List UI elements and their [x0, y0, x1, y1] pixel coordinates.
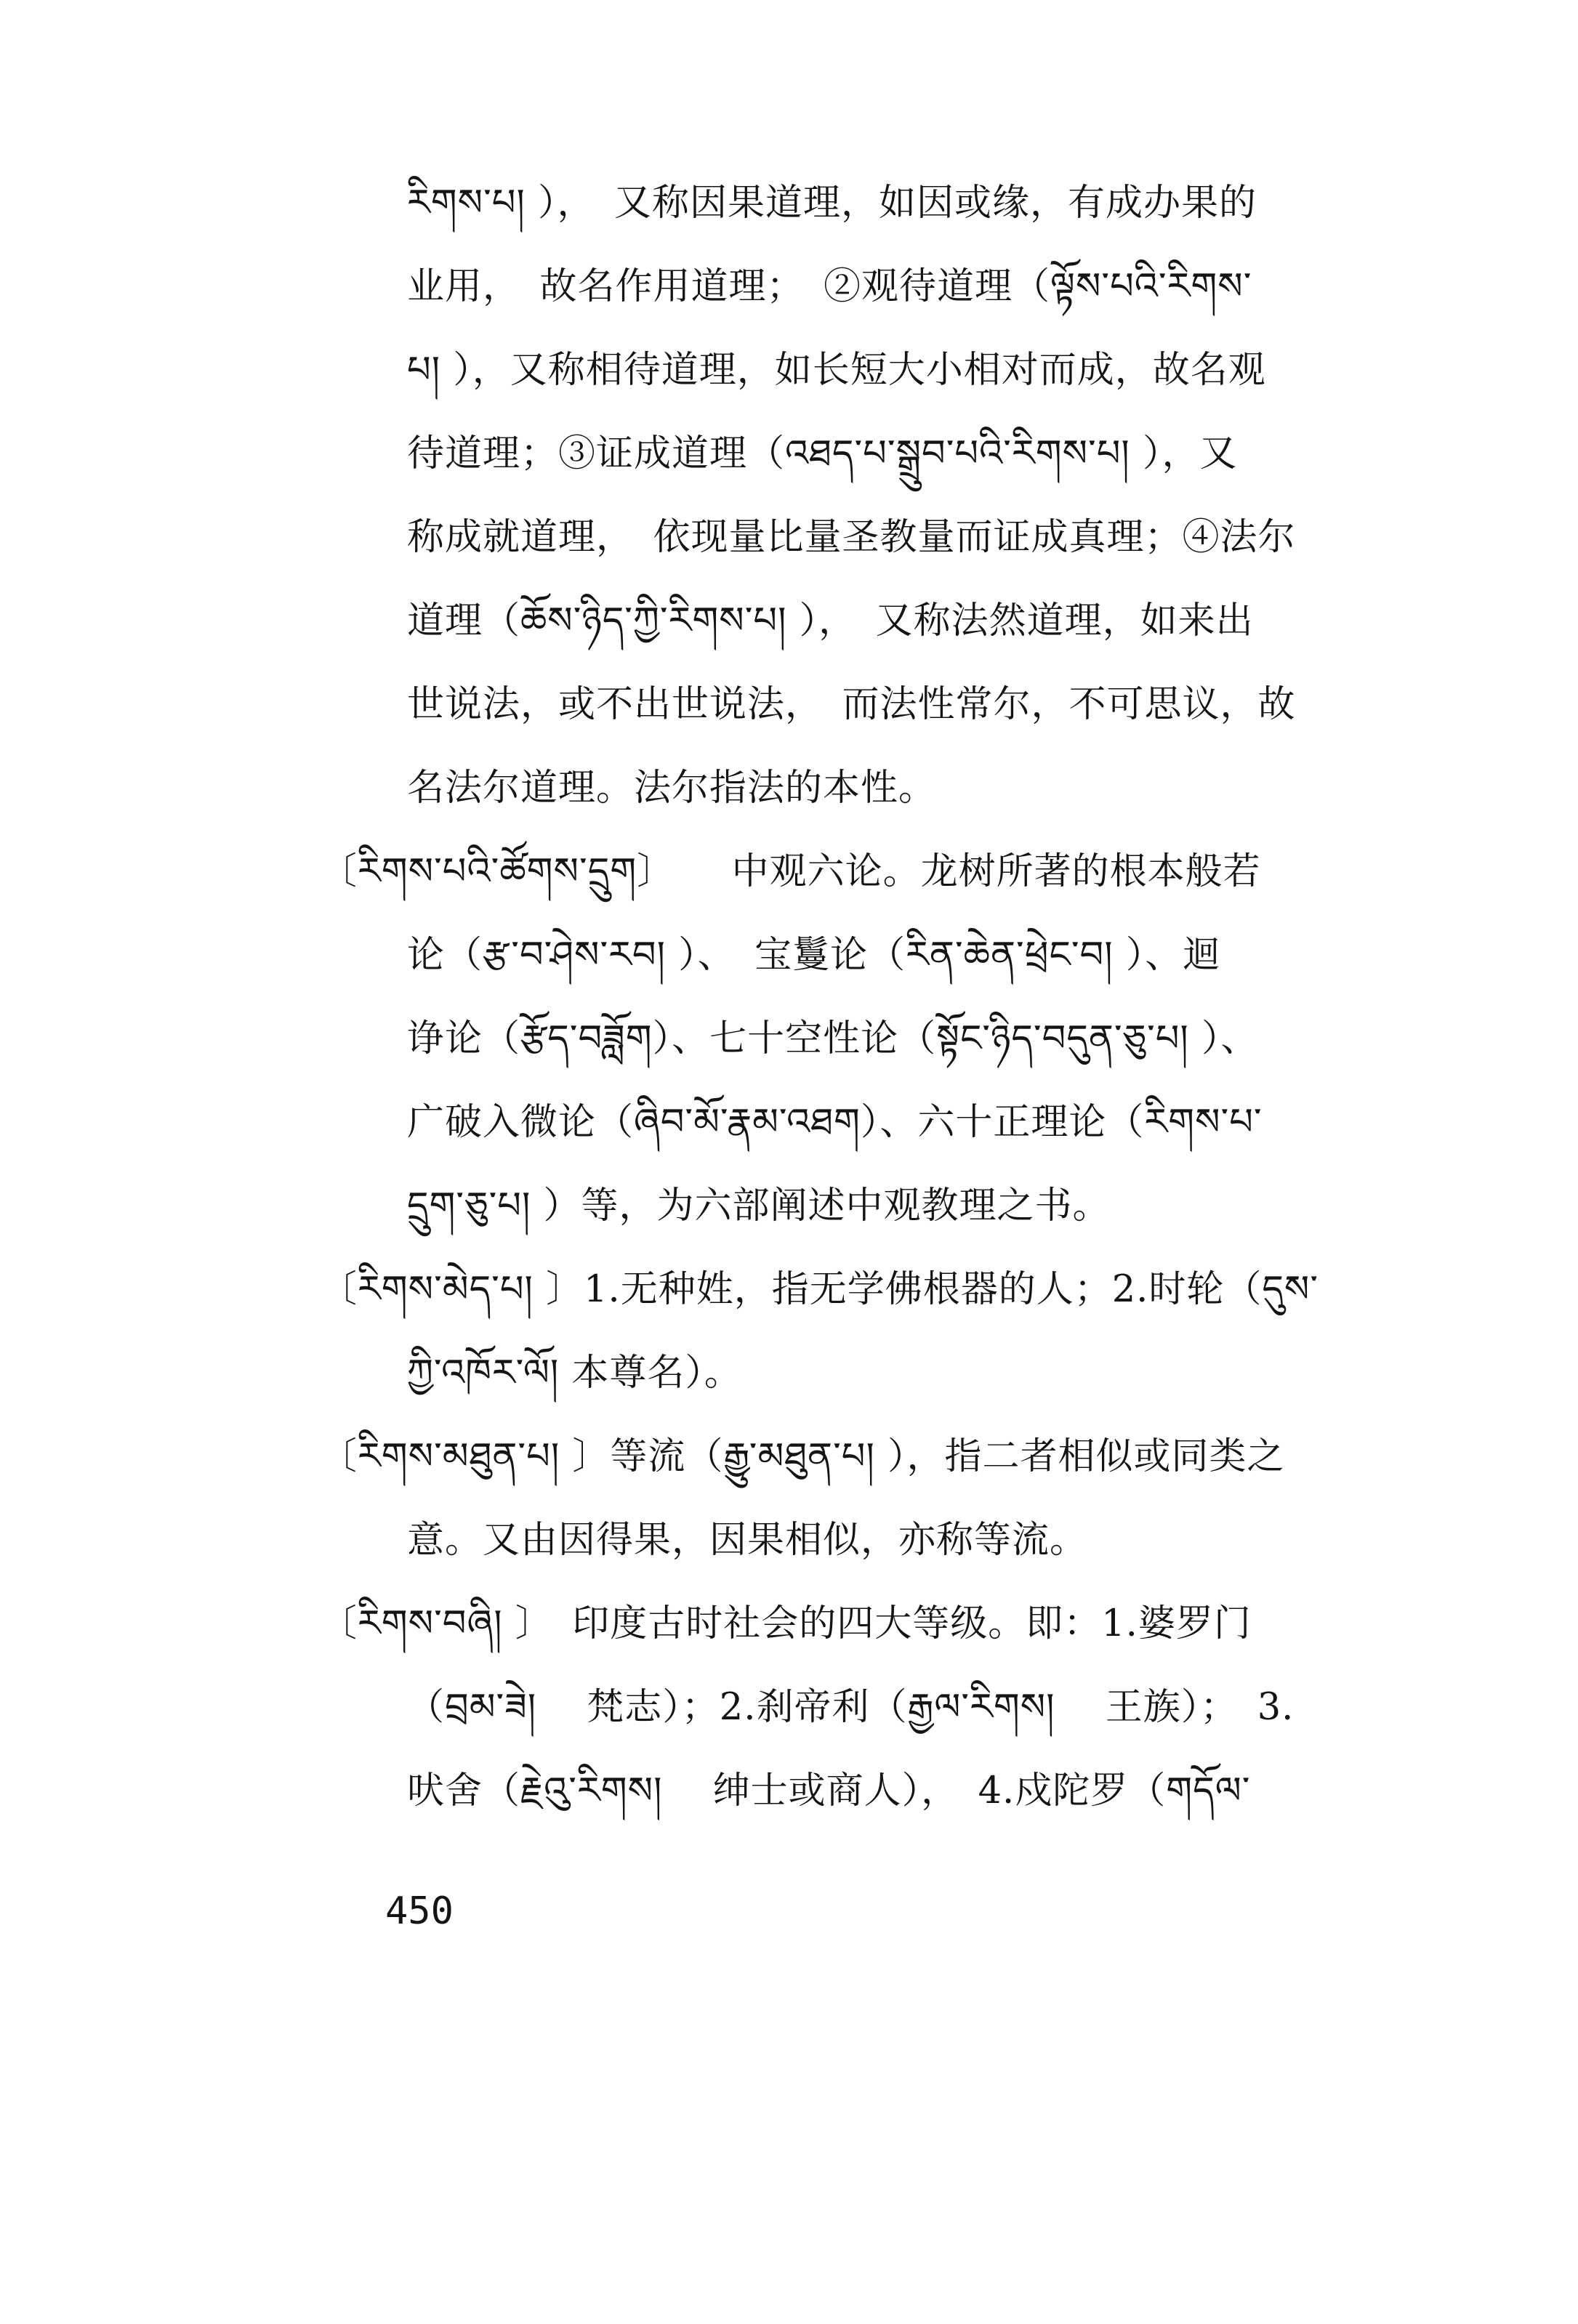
entry-headword-line: 〔རིགས་པའི་ཚོགས་དྲུག〕 中观六论。龙树所著的根本般若	[320, 850, 1261, 893]
text-line: རིགས་པ། ）， 又称因果道理，如因或缘，有成办果的	[407, 182, 1257, 225]
page-number: 450	[385, 1889, 454, 1933]
text-line: ཀྱི་འཁོར་ལོ། 本尊名）。	[407, 1352, 742, 1395]
text-line: 论（རྩ་བ་ཤེས་རབ། ）、 宝鬘论（རིན་ཆེན་ཕྲེང་བ། ）、迴	[407, 934, 1221, 977]
text-line: དྲུག་ཅུ་པ། ）等，为六部阐述中观教理之书。	[407, 1185, 1111, 1227]
text-line: 世说法，或不出世说法， 而法性常尔，不可思议，故	[407, 683, 1296, 726]
text-line: 名法尔道理。法尔指法的本性。	[407, 767, 937, 810]
entry-headword-line: 〔རིགས་མེད་པ། 〕1.无种姓，指无学佛根器的人；2.时轮（དུས་	[320, 1268, 1319, 1311]
text-line: པ། ），又称相待道理，如长短大小相对而成，故名观	[407, 349, 1266, 392]
text-line: 待道理；③证成道理（འཐད་པ་སྒྲུབ་པའི་རིགས་པ། ），又	[407, 432, 1238, 475]
text-line: 广破入微论（ཞིབ་མོ་རྣམ་འཐག）、六十正理论（རིགས་པ་	[407, 1101, 1263, 1144]
text-line: 诤论（རྩོད་བཟློག）、七十空性论（སྟོང་ཉིད་བདུན་ཅུ་པ། ）、	[407, 1017, 1259, 1060]
text-line: 道理（ཆོས་ཉིད་ཀྱི་རིགས་པ། ）， 又称法然道理，如来出	[407, 600, 1254, 642]
entry-headword-line: 〔རིགས་མཐུན་པ། 〕等流（རྒྱུ་མཐུན་པ། ），指二者相似或同类之	[320, 1435, 1285, 1478]
text-line: 意。又由因得果，因果相似，亦称等流。	[407, 1519, 1088, 1562]
entry-headword-line: 〔རིགས་བཞི། 〕 印度古时社会的四大等级。即：1.婆罗门	[320, 1602, 1252, 1645]
text-line: 称成就道理， 依现量比量圣教量而证成真理；④法尔	[407, 516, 1296, 559]
text-line: （བྲམ་ཟེ། 梵志）；2.刹帝利（རྒྱལ་རིགས། 王族）； 3.	[407, 1686, 1295, 1729]
text-line: 吠舍（རྗེའུ་རིགས། 绅士或商人）， 4.戍陀罗（གདོལ་	[407, 1770, 1251, 1812]
text-line: 业用， 故名作用道理； ②观待道理（ལྟོས་པའི་རིགས་	[407, 265, 1252, 308]
